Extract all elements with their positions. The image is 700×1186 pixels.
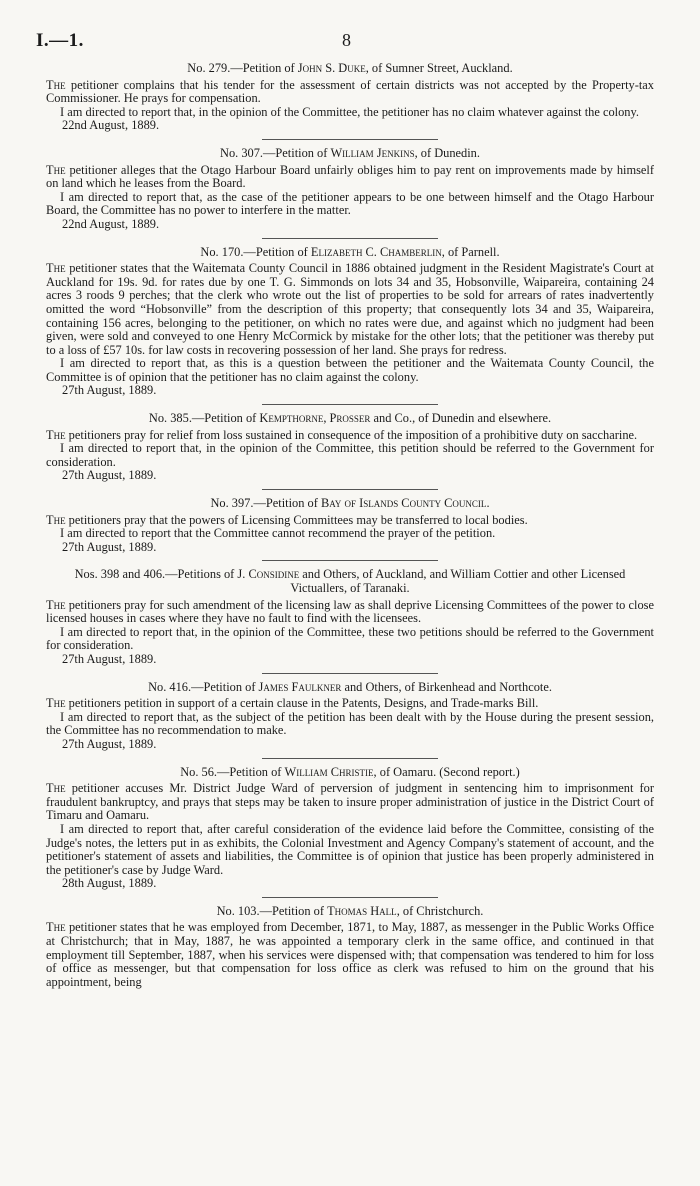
committee-report: I am directed to report that, after careful consideration of the evidence laid before the Committee, consisting of the Judge's notes, the letters put in as exhibits, the Colonial Investment and Agency Company's statement of account, and the petitioner's statement of assets and liabilities, the Committee is of opinion that justice has been properly administered in the petitioner's case by Judge Ward. xyxy=(46,821,654,877)
petition-summary: The petitioners petition in support of a certain clause in the Patents, Designs, and Trade-marks Bill. xyxy=(46,696,539,711)
committee-report: I am directed to report that, in the opinion of the Committee, this petition should be referred to the Government for consideration. xyxy=(46,441,654,469)
petition-summary: The petitioners pray for relief from loss sustained in consequence of the imposition of a prohibitive duty on saccharine. xyxy=(46,427,638,442)
section-divider xyxy=(262,673,438,674)
committee-report: I am directed to report that, as this is a question between the petitioner and the Waitemata County Council, the Committee is of opinion that the petitioner has no claim against the colony. xyxy=(46,356,654,384)
petition-entry xyxy=(46,681,654,752)
committee-report: I am directed to report that, in the opinion of the Committee, these two petitions should be referred to the Government for consideration. xyxy=(46,624,654,653)
report-date: 22nd August, 1889. xyxy=(62,118,160,133)
petition-title: No. 103.—Petition of Thomas Hall, of Christchurch. xyxy=(216,903,484,918)
section-divider xyxy=(262,560,438,561)
report-date: 27th August, 1889. xyxy=(62,651,157,666)
section-divider xyxy=(262,139,438,140)
section-divider xyxy=(262,897,438,898)
petition-entry xyxy=(46,568,654,666)
report-date: 27th August, 1889. xyxy=(62,383,157,398)
document-reference: I.—1. xyxy=(36,30,84,51)
petition-title: No. 279.—Petition of John S. Duke, of Sumner Street, Auckland. xyxy=(187,61,513,75)
petition-title: No. 56.—Petition of William Christie, of Oamaru. (Second report.) xyxy=(180,764,520,779)
committee-report: I am directed to report that, as the subject of the petition has been dealt with by the House during the present session, the Committee has no recommendation to make. xyxy=(46,709,654,738)
committee-report: I am directed to report that, in the opinion of the Committee, the petitioner has no claim whatever against the colony. xyxy=(60,104,639,119)
petition-entry xyxy=(46,412,654,483)
petition-title: No. 307.—Petition of William Jenkins, of Dunedin. xyxy=(220,145,480,160)
petition-title: Nos. 398 and 406.—Petitions of J. Considine and Others, of Auckland, and William Cottier and other Licensed Victuallers, of Taranaki. xyxy=(74,567,626,595)
petition-entry xyxy=(46,497,654,554)
petition-entry xyxy=(46,62,654,133)
petition-entry xyxy=(46,147,654,232)
petition-summary: The petitioners pray for such amendment of the licensing law as shall deprive Licensing Committees of the power to close licensed houses in cases where they have no fault to find with the licensees. xyxy=(46,597,654,626)
petition-title: No. 170.—Petition of Elizabeth C. Chamberlin, of Parnell. xyxy=(200,244,500,259)
section-divider xyxy=(262,758,438,759)
petition-entry xyxy=(46,246,654,399)
petition-title: No. 397.—Petition of Bay of Islands County Council. xyxy=(210,496,490,511)
report-date: 28th August, 1889. xyxy=(62,876,157,891)
report-date: 27th August, 1889. xyxy=(62,736,157,751)
page-header xyxy=(36,24,654,62)
report-date: 27th August, 1889. xyxy=(62,468,157,483)
page-number: 8 xyxy=(342,30,351,50)
petition-summary: The petitioner states that he was employed from December, 1871, to May, 1887, as messenger in the Public Works Office at Christchurch; that in May, 1887, he was appointed a temporary clerk in the same office, and continued in that employment till September, 1887, when his services were dispensed with; that compensation was tendered to him for loss of office as messenger, but that compensation for loss office as clerk was refused to him on the ground that his appointment, being xyxy=(46,920,654,989)
petition-summary: The petitioner complains that his tender for the assessment of certain districts was not accepted by the Property-tax Commissioner. He prays for compensation. xyxy=(46,77,654,106)
section-divider xyxy=(262,404,438,405)
petition-title: No. 416.—Petition of James Faulkner and Others, of Birkenhead and Northcote. xyxy=(148,679,552,694)
petition-summary: The petitioner alleges that the Otago Harbour Board unfairly obliges him to pay rent on improvements made by himself on land which he leases from the Board. xyxy=(46,162,654,191)
petition-title: No. 385.—Petition of Kempthorne, Prosser and Co., of Dunedin and elsewhere. xyxy=(148,411,552,426)
section-divider xyxy=(262,238,438,239)
petition-entry xyxy=(46,766,654,891)
report-date: 22nd August, 1889. xyxy=(62,216,160,231)
report-date: 27th August, 1889. xyxy=(62,539,157,554)
petition-entry xyxy=(46,905,654,990)
committee-report: I am directed to report that, as the case of the petitioner appears to be one between himself and the Otago Harbour Board, the Committee has no power to interfere in the matter. xyxy=(46,189,654,218)
petition-summary: The petitioner states that the Waitemata County Council in 1886 obtained judgment in the Resident Magistrate's Court at Auckland for 19s. 9d. for rates due by one T. G. Simmonds on lots 34 and 35, Hobsonville, Waipareira, containing 24 acres 3 roods 9 perches; that the clerk who wrote out the list of properties to be sold for arrears of rates inadvertently omitted the word “Hobsonville” from the description of this property; that consequently lots 34 and 35, Waipareira, containing 156 acres, belonging to the petitioner, on which no rates were due, and against which no judgment had been given, were sold and conveyed to one Henry McCormick by mistake for the other lots; that the petitioner was thereby put to a loss of £57 10s. for law costs in recovering possession of her land. She prays for redress. xyxy=(46,261,654,357)
petition-summary: The petitioner accuses Mr. District Judge Ward of perversion of judgment in sentencing him to imprisonment for fraudulent bankruptcy, and prays that steps may be taken to insure proper administration of justice in the District Court of Timaru and Oamaru. xyxy=(46,781,654,823)
committee-report: I am directed to report that the Committee cannot recommend the prayer of the petition. xyxy=(60,526,496,541)
petition-summary: The petitioners pray that the powers of Licensing Committees may be transferred to local bodies. xyxy=(46,512,528,527)
section-divider xyxy=(262,489,438,490)
